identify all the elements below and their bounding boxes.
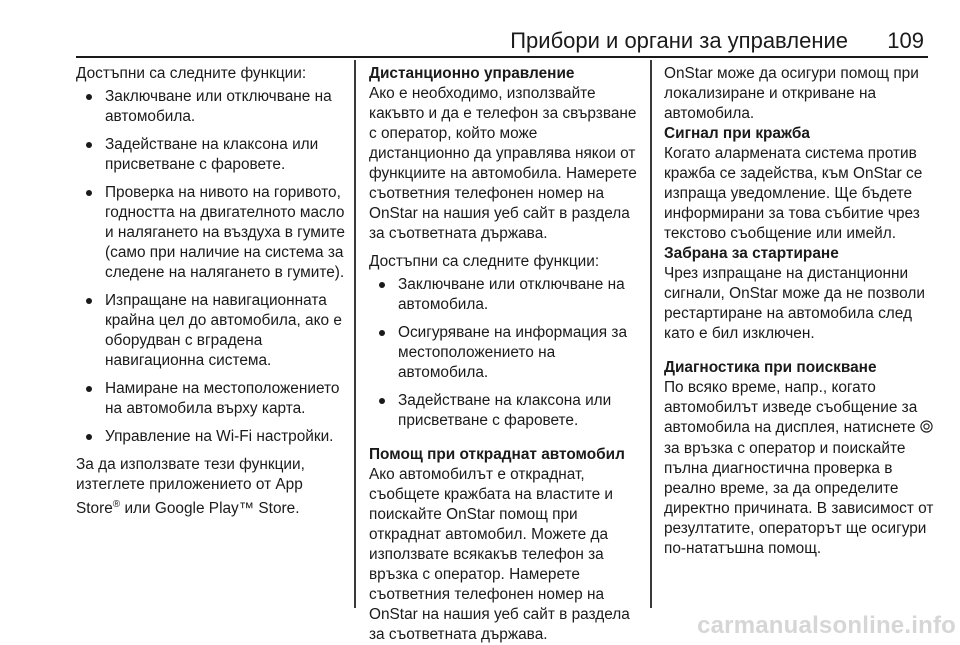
list-item: Осигуряване на информация за местоположението на автомобила. — [369, 323, 641, 383]
functions-intro: Достъпни са следните функции: — [369, 253, 600, 270]
stolen-text: Ако автомобилът е откраднат, съобщете кражбата на властите и поискайте OnStar помощ при откраднат автомобил. Можете да използвате всякакъв телефон за връзка с оператор. Намерете съответния телефонен номер на OnStar на нашия уеб сайт в раздела за съответната държава. — [369, 466, 630, 643]
page-header — [76, 24, 928, 58]
list-item: Заключване или отключване на автомобила. — [369, 275, 641, 315]
remote-heading: Дистанционно управление — [369, 65, 575, 82]
diagnostics-text: По всяко време, напр., когато автомобилът изведе съобщение за автомобила на дисплея, натиснете за връзка с оператор и поискайте пълна диагностична проверка в реално време, за да определите директно причината. В зависимост от резултатите, операторът ще осигури по-нататъшна помощ. — [664, 379, 934, 557]
restart-heading: Забрана за стартиране — [664, 245, 839, 262]
column-1 — [76, 64, 346, 519]
locate-text: OnStar може да осигури помощ при локализиране и откриване на автомобила. — [664, 65, 919, 122]
page-number: 109 — [887, 28, 924, 53]
list-item: Намиране на местоположението на автомобила върху карта. — [76, 379, 346, 419]
functions-intro: Достъпни са следните функции: — [76, 65, 307, 82]
alarm-heading: Сигнал при кражба — [664, 125, 810, 142]
column-divider-1 — [354, 60, 356, 608]
list-item: Задействане на клаксона или присветване с фаровете. — [76, 135, 346, 175]
app-functions-list — [76, 87, 346, 447]
header-rule — [76, 56, 928, 58]
restart-text: Чрез изпращане на дистанционни сигнали, OnStar може да не позволи рестартиране на автомобила след като е бил изключен. — [664, 265, 925, 342]
page-title: Прибори и органи за управление — [510, 28, 848, 53]
list-item: Проверка на нивото на горивото, годността на двигателното масло и налягането на въздуха в гумите (само при наличие на система за следене на налягането в гумите). — [76, 183, 346, 283]
column-3 — [664, 64, 934, 559]
diagnostics-heading: Диагностика при поискване — [664, 359, 877, 376]
list-item: Изпращане на навигационната крайна цел до автомобила, ако е оборудван с вградена навигационна система. — [76, 291, 346, 371]
list-item: Заключване или отключване на автомобила. — [76, 87, 346, 127]
list-item: Управление на Wi-Fi настройки. — [76, 427, 346, 447]
remote-text: Ако е необходимо, използвайте какъвто и да е телефон за свързване с оператор, който може дистанционно да управлява някои от функциите на автомобила. Намерете съответния телефонен номер на OnStar на нашия уеб сайт в раздела за съответната държава. — [369, 85, 637, 242]
alarm-text: Когато алармената система против кражба се задейства, към OnStar се изпраща уведомление. Ще бъдете информирани за това събитие чрез текстово съобщение или имейл. — [664, 145, 923, 242]
column-2 — [369, 64, 641, 645]
remote-functions-list — [369, 275, 641, 431]
app-download-text: За да използвате тези функции, изтеглете приложението от App Store® или Google Play™ Store. — [76, 456, 305, 518]
column-divider-2 — [650, 60, 652, 608]
list-item: Задействане на клаксона или присветване с фаровете. — [369, 391, 641, 431]
stolen-heading: Помощ при откраднат автомобил — [369, 446, 625, 463]
onstar-button-icon — [920, 419, 933, 439]
watermark: carmanualsonline.info — [697, 612, 956, 639]
